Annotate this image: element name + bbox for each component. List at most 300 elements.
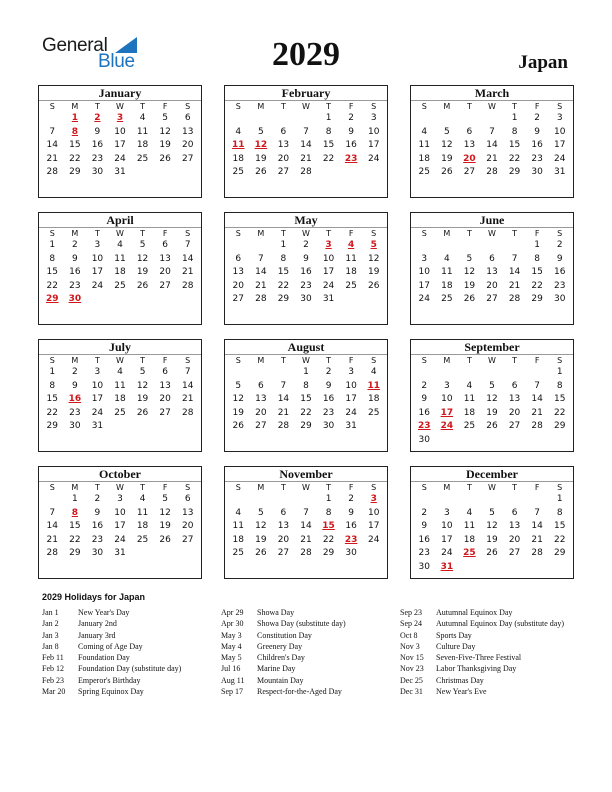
day-cell: 30 (91, 167, 104, 177)
day-cell: 24 (367, 153, 380, 164)
day-cell: 10 (553, 126, 566, 137)
weekday-header: M (257, 356, 265, 365)
month-december (410, 466, 574, 579)
day-cell: 29 (300, 421, 312, 431)
weekday-header: M (257, 229, 265, 238)
month-name: July (39, 340, 201, 355)
day-cell: 14 (300, 140, 312, 150)
weekday-header: T (280, 356, 286, 365)
month-grid (225, 482, 387, 561)
holiday-date: May 5 (221, 653, 242, 663)
day-cell: 14 (255, 267, 267, 277)
day-cell: 13 (486, 267, 498, 277)
holiday-day-cell: 25 (463, 548, 476, 558)
weekday-header: S (49, 483, 55, 492)
day-cell: 1 (71, 494, 78, 504)
holiday-row (221, 652, 393, 663)
weekday-header: W (488, 229, 496, 238)
month-name: April (39, 213, 201, 228)
day-cell: 24 (345, 407, 357, 418)
weekday-header: M (71, 102, 79, 111)
weekday-header: T (466, 102, 472, 111)
day-cell: 8 (49, 380, 56, 391)
weekday-header: T (512, 356, 517, 365)
day-cell: 8 (556, 380, 563, 391)
empty-day-cell (41, 493, 64, 507)
day-cell: 22 (277, 280, 290, 291)
day-cell: 10 (441, 394, 453, 404)
day-cell: 2 (71, 240, 78, 250)
day-cell: 14 (531, 394, 543, 404)
day-cell: 10 (114, 126, 126, 137)
day-cell: 6 (257, 380, 264, 391)
day-cell: 8 (280, 253, 287, 264)
weekday-header: F (348, 102, 354, 111)
day-cell: 7 (511, 253, 518, 264)
empty-day-cell (458, 112, 481, 126)
empty-day-cell (526, 493, 549, 507)
holiday-name: Autumnal Equinox Day (436, 608, 513, 617)
weekday-header: F (348, 229, 354, 238)
day-cell: 5 (139, 240, 146, 250)
day-cell: 16 (418, 534, 430, 545)
weekday-header: W (488, 356, 496, 365)
day-cell: 28 (531, 421, 543, 431)
weekday-header: M (257, 483, 265, 492)
day-cell: 9 (421, 521, 428, 531)
month-february (224, 85, 388, 198)
holiday-name: Spring Equinox Day (78, 687, 144, 697)
weekday-header: M (71, 229, 79, 238)
day-cell: 5 (466, 253, 473, 264)
day-cell: 8 (511, 126, 518, 137)
day-cell: 5 (162, 113, 168, 123)
day-cell: 10 (367, 507, 380, 518)
weekday-header: T (512, 483, 517, 492)
day-cell: 26 (136, 280, 149, 291)
day-cell: 3 (94, 367, 101, 377)
day-cell: 16 (345, 521, 357, 531)
day-cell: 4 (139, 494, 146, 504)
day-cell: 27 (255, 421, 267, 431)
day-cell: 11 (114, 253, 126, 264)
weekday-header: T (94, 229, 100, 238)
day-cell: 2 (94, 494, 101, 504)
day-cell: 12 (486, 521, 498, 531)
day-cell: 20 (232, 280, 244, 291)
empty-day-cell (250, 112, 273, 126)
holiday-name: Labor Thanksgiving Day (436, 664, 517, 674)
holiday-row (42, 686, 212, 697)
holiday-row (400, 675, 572, 686)
day-cell: 1 (325, 113, 332, 123)
day-cell: 6 (466, 126, 473, 137)
day-cell: 4 (117, 367, 123, 377)
month-grid (39, 482, 201, 561)
day-cell: 25 (136, 534, 149, 545)
holiday-date: Mar 20 (42, 687, 66, 697)
day-cell: 17 (441, 534, 453, 545)
holiday-day-cell: 12 (254, 140, 268, 150)
empty-day-cell (272, 112, 295, 126)
holiday-day-cell: 3 (116, 113, 124, 123)
day-cell: 7 (489, 126, 495, 137)
day-cell: 7 (184, 240, 191, 250)
day-cell: 15 (46, 267, 58, 277)
month-name: September (411, 340, 573, 355)
holiday-date: Sep 23 (400, 608, 422, 617)
day-cell: 29 (508, 167, 521, 177)
day-cell: 24 (114, 153, 126, 164)
weekday-header: S (557, 229, 563, 238)
day-cell: 10 (91, 253, 104, 264)
weekday-header: S (49, 356, 55, 365)
day-cell: 30 (418, 561, 430, 572)
weekday-header: T (466, 356, 472, 365)
holiday-date: Nov 23 (400, 664, 424, 674)
day-cell: 8 (325, 507, 332, 518)
empty-day-cell (526, 366, 549, 380)
empty-day-cell (481, 112, 504, 126)
holiday-date: Sep 17 (221, 687, 243, 697)
day-cell: 24 (441, 548, 453, 558)
day-cell: 11 (136, 507, 149, 518)
day-cell: 14 (300, 521, 312, 531)
weekday-header: S (557, 483, 563, 492)
day-cell: 17 (553, 140, 566, 150)
weekday-header: T (140, 229, 145, 238)
holiday-day-cell: 11 (232, 140, 245, 150)
empty-day-cell (227, 112, 250, 126)
weekday-header: T (326, 356, 331, 365)
day-cell: 19 (486, 534, 498, 545)
month-grid (411, 355, 573, 447)
empty-day-cell (272, 493, 295, 507)
weekday-header: T (326, 483, 331, 492)
day-cell: 24 (91, 280, 104, 291)
day-cell: 4 (421, 126, 428, 137)
day-cell: 18 (418, 153, 430, 164)
month-name: October (39, 467, 201, 482)
day-cell: 19 (441, 153, 453, 164)
empty-day-cell (227, 239, 250, 253)
month-march (410, 85, 574, 198)
day-cell: 4 (235, 507, 242, 518)
weekday-header: T (280, 483, 286, 492)
day-cell: 8 (534, 253, 540, 264)
day-cell: 12 (232, 394, 244, 404)
day-cell: 15 (531, 267, 543, 277)
empty-day-cell (436, 112, 459, 126)
day-cell: 30 (531, 167, 543, 177)
month-name: June (411, 213, 573, 228)
day-cell: 10 (441, 521, 453, 531)
holiday-day-cell: 29 (46, 294, 59, 304)
day-cell: 30 (322, 421, 335, 431)
weekday-header: S (421, 356, 427, 365)
day-cell: 4 (443, 253, 450, 264)
weekday-header: W (116, 483, 124, 492)
holiday-row (42, 663, 212, 674)
holiday-name: Coming of Age Day (78, 641, 143, 651)
weekday-header: W (302, 102, 310, 111)
weekday-header: T (140, 356, 145, 365)
holiday-day-cell: 5 (370, 240, 377, 250)
weekday-header: W (116, 229, 124, 238)
day-cell: 24 (91, 407, 104, 418)
weekday-header: W (488, 483, 496, 492)
day-cell: 1 (556, 367, 563, 377)
month-july (38, 339, 202, 452)
month-name: November (225, 467, 387, 482)
weekday-header: T (94, 356, 100, 365)
weekday-header: M (71, 356, 79, 365)
day-cell: 15 (553, 521, 566, 531)
day-cell: 30 (418, 434, 430, 445)
day-cell: 16 (531, 140, 543, 150)
day-cell: 19 (159, 521, 171, 531)
day-cell: 23 (322, 407, 335, 418)
weekday-header: S (185, 483, 191, 492)
empty-day-cell (295, 493, 318, 507)
weekday-header: F (534, 483, 540, 492)
month-grid (411, 228, 573, 307)
holiday-row (221, 607, 393, 618)
day-cell: 15 (553, 394, 566, 404)
day-cell: 17 (91, 267, 104, 277)
day-cell: 17 (91, 394, 104, 404)
day-cell: 9 (71, 380, 78, 391)
holiday-name: Children's Day (257, 653, 305, 663)
day-cell: 31 (114, 548, 126, 558)
holiday-row (221, 618, 393, 629)
holiday-day-cell: 15 (322, 521, 335, 531)
day-cell: 25 (463, 421, 476, 431)
holiday-date: Feb 12 (42, 664, 64, 674)
holiday-row (400, 663, 572, 674)
day-cell: 19 (232, 407, 244, 418)
empty-day-cell (413, 366, 436, 380)
weekday-header: T (512, 102, 517, 111)
day-cell: 18 (114, 267, 126, 277)
weekday-header: F (162, 102, 168, 111)
holiday-row (221, 686, 393, 697)
day-cell: 24 (322, 280, 335, 291)
day-cell: 17 (114, 521, 126, 531)
holiday-row (42, 630, 212, 641)
day-cell: 15 (508, 140, 521, 150)
holiday-row (400, 686, 572, 697)
day-cell: 30 (345, 548, 357, 558)
holiday-name: New Year's Eve (436, 687, 487, 697)
holiday-day-cell: 4 (348, 240, 355, 250)
holiday-name: Autumnal Equinox Day (substitute day) (436, 619, 564, 629)
day-cell: 18 (232, 534, 244, 545)
day-cell: 24 (367, 534, 380, 545)
holiday-date: Jul 16 (221, 664, 241, 674)
day-cell: 5 (257, 126, 264, 137)
day-cell: 22 (508, 153, 521, 164)
holiday-row (42, 641, 212, 652)
month-name: May (225, 213, 387, 228)
day-cell: 18 (232, 153, 244, 164)
weekday-header: T (326, 229, 331, 238)
weekday-header: W (116, 356, 124, 365)
day-cell: 18 (345, 267, 357, 277)
holiday-row (221, 630, 393, 641)
weekday-header: S (235, 483, 241, 492)
weekday-header: T (140, 102, 145, 111)
day-cell: 17 (322, 267, 335, 277)
day-cell: 5 (235, 380, 242, 391)
holiday-column-2 (221, 607, 393, 697)
holiday-date: Dec 31 (400, 687, 423, 697)
day-cell: 6 (511, 380, 518, 391)
day-cell: 17 (418, 280, 430, 291)
weekday-header: F (162, 356, 168, 365)
day-cell: 16 (418, 407, 430, 418)
weekday-header: M (443, 483, 451, 492)
day-cell: 24 (114, 534, 126, 545)
holiday-date: Aug 11 (221, 675, 245, 685)
day-cell: 24 (418, 294, 430, 304)
day-cell: 27 (159, 407, 171, 418)
day-cell: 14 (486, 140, 498, 150)
weekday-header: T (326, 102, 331, 111)
day-cell: 6 (280, 126, 287, 137)
day-cell: 21 (181, 394, 194, 404)
day-cell: 21 (300, 153, 312, 164)
day-cell: 25 (441, 294, 453, 304)
holiday-row (42, 652, 212, 663)
holiday-row (42, 607, 212, 618)
day-cell: 19 (136, 267, 149, 277)
weekday-header: F (348, 483, 354, 492)
day-cell: 29 (553, 548, 566, 558)
day-cell: 13 (232, 267, 244, 277)
weekday-header: T (512, 229, 517, 238)
weekday-header: F (534, 356, 540, 365)
holiday-row (400, 607, 572, 618)
day-cell: 20 (486, 280, 498, 291)
holiday-row (221, 675, 393, 686)
day-cell: 9 (534, 126, 540, 137)
day-cell: 23 (91, 534, 104, 545)
holiday-date: Sep 24 (400, 619, 422, 629)
holiday-name: Sports Day (436, 630, 472, 640)
day-cell: 8 (325, 126, 332, 137)
day-cell: 12 (367, 253, 380, 264)
day-cell: 20 (277, 153, 290, 164)
day-cell: 27 (508, 548, 521, 558)
day-cell: 27 (159, 280, 171, 291)
holiday-name: Greenery Day (257, 641, 303, 651)
day-cell: 14 (508, 267, 521, 277)
holiday-name: January 2nd (78, 619, 117, 629)
day-cell: 13 (255, 394, 267, 404)
day-cell: 2 (421, 380, 428, 391)
day-cell: 4 (370, 367, 377, 377)
month-november (224, 466, 388, 579)
holiday-row (221, 663, 393, 674)
holiday-row (400, 641, 572, 652)
day-cell: 10 (367, 126, 380, 137)
day-cell: 6 (280, 507, 287, 518)
weekday-header: S (185, 102, 191, 111)
day-cell: 3 (348, 367, 354, 377)
day-cell: 3 (443, 507, 450, 518)
empty-day-cell (481, 366, 504, 380)
day-cell: 2 (71, 367, 78, 377)
empty-day-cell (458, 239, 481, 253)
day-cell: 17 (114, 140, 126, 150)
day-cell: 17 (367, 140, 380, 150)
day-cell: 12 (136, 253, 149, 264)
day-cell: 31 (345, 421, 357, 431)
weekday-header: T (466, 483, 472, 492)
day-cell: 16 (345, 140, 357, 150)
day-cell: 6 (489, 253, 495, 264)
day-cell: 18 (463, 407, 476, 418)
day-cell: 6 (235, 253, 242, 264)
holiday-name: Seven-Five-Three Festival (436, 653, 522, 663)
weekday-header: F (534, 229, 540, 238)
day-cell: 21 (300, 534, 312, 545)
day-cell: 11 (463, 394, 476, 404)
month-name: December (411, 467, 573, 482)
day-cell: 9 (325, 380, 332, 391)
day-cell: 27 (463, 167, 476, 177)
day-cell: 7 (534, 380, 540, 391)
day-cell: 23 (91, 153, 104, 164)
holiday-name: Showa Day (substitute day) (257, 619, 346, 629)
holiday-name: New Year's Day (78, 608, 130, 617)
day-cell: 22 (69, 153, 81, 164)
empty-day-cell (272, 366, 295, 380)
day-cell: 9 (94, 507, 101, 518)
day-cell: 2 (556, 240, 563, 250)
day-cell: 5 (489, 507, 495, 518)
day-cell: 13 (181, 507, 194, 518)
day-cell: 27 (181, 153, 194, 164)
day-cell: 3 (370, 113, 377, 123)
day-cell: 15 (69, 521, 81, 531)
day-cell: 28 (255, 294, 267, 304)
weekday-header: S (185, 229, 191, 238)
day-cell: 20 (255, 407, 267, 418)
day-cell: 18 (367, 394, 380, 404)
day-cell: 18 (136, 521, 149, 531)
day-cell: 25 (232, 167, 244, 177)
day-cell: 2 (348, 113, 354, 123)
day-cell: 4 (466, 507, 473, 518)
month-september (410, 339, 574, 452)
day-cell: 6 (162, 240, 168, 250)
day-cell: 12 (159, 126, 171, 137)
day-cell: 8 (303, 380, 309, 391)
holiday-day-cell: 31 (440, 561, 454, 572)
day-cell: 20 (181, 140, 194, 150)
day-cell: 22 (46, 280, 58, 291)
empty-day-cell (227, 366, 250, 380)
day-cell: 29 (322, 548, 335, 558)
day-cell: 7 (49, 126, 56, 137)
day-cell: 26 (255, 167, 267, 177)
holiday-row (42, 675, 212, 686)
day-cell: 16 (91, 140, 104, 150)
day-cell: 31 (553, 167, 566, 177)
empty-day-cell (295, 112, 318, 126)
